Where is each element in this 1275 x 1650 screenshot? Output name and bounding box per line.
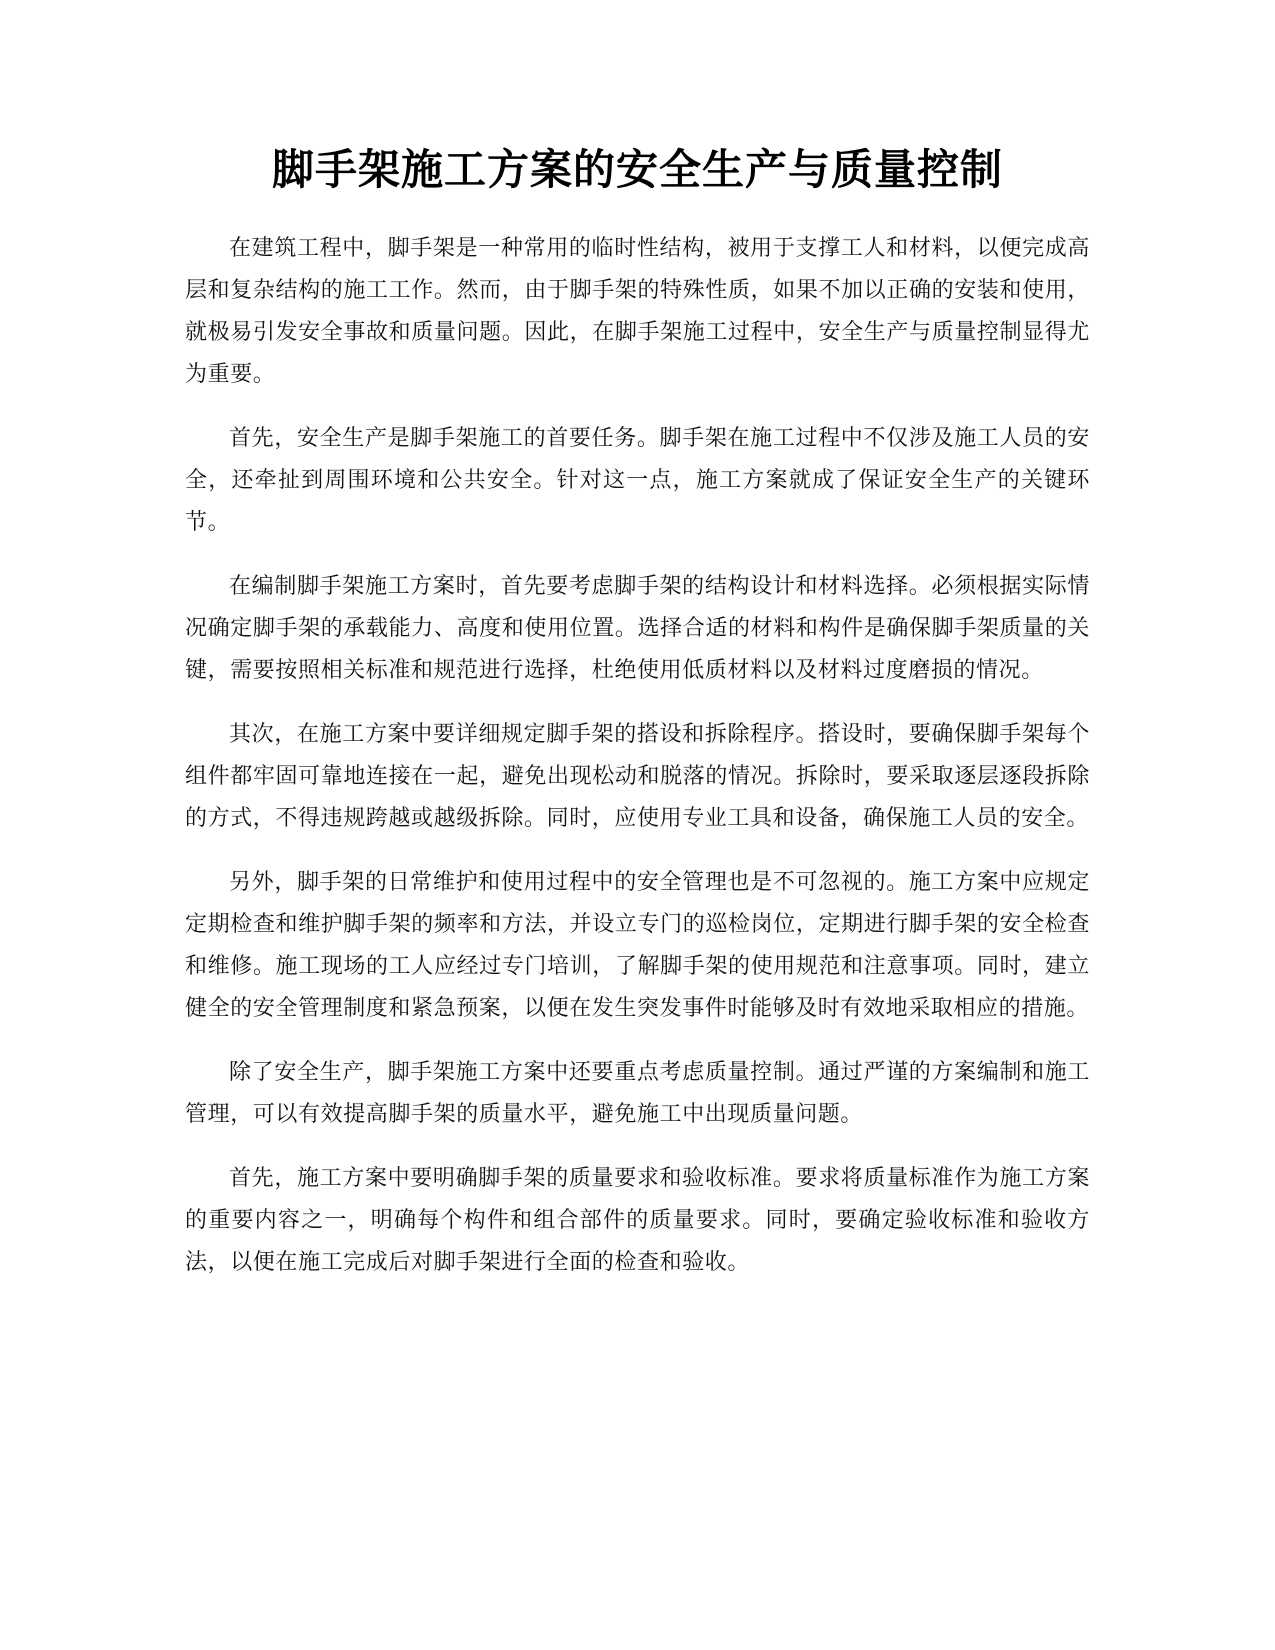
paragraph-3: 在编制脚手架施工方案时，首先要考虑脚手架的结构设计和材料选择。必须根据实际情况确定脚手架的承载能力、高度和使用位置。选择合适的材料和构件是确保脚手架质量的关键，需要按照相关标准和规范进行选择，杜绝使用低质材料以及材料过度磨损的情况。 xyxy=(185,574,1090,683)
paragraph-4: 其次，在施工方案中要详细规定脚手架的搭设和拆除程序。搭设时，要确保脚手架每个组件都牢固可靠地连接在一起，避免出现松动和脱落的情况。拆除时，要采取逐层逐段拆除的方式，不得违规跨越或越级拆除。同时，应使用专业工具和设备，确保施工人员的安全。 xyxy=(185,722,1090,831)
paragraph-5: 另外，脚手架的日常维护和使用过程中的安全管理也是不可忽视的。施工方案中应规定定期检查和维护脚手架的频率和方法，并设立专门的巡检岗位，定期进行脚手架的安全检查和维修。施工现场的工人应经过专门培训，了解脚手架的使用规范和注意事项。同时，建立健全的安全管理制度和紧急预案，以便在发生突发事件时能够及时有效地采取相应的措施。 xyxy=(185,870,1090,1021)
paragraph-2: 首先，安全生产是脚手架施工的首要任务。脚手架在施工过程中不仅涉及施工人员的安全，还牵扯到周围环境和公共安全。针对这一点，施工方案就成了保证安全生产的关键环节。 xyxy=(185,426,1090,535)
paragraph-1: 在建筑工程中，脚手架是一种常用的临时性结构，被用于支撑工人和材料，以便完成高层和复杂结构的施工工作。然而，由于脚手架的特殊性质，如果不加以正确的安装和使用，就极易引发安全事故和质量问题。因此，在脚手架施工过程中，安全生产与质量控制显得尤为重要。 xyxy=(185,236,1090,387)
document-body xyxy=(185,228,1090,1284)
document-title: 脚手架施工方案的安全生产与质量控制 xyxy=(271,145,1003,194)
paragraph-7: 首先，施工方案中要明确脚手架的质量要求和验收标准。要求将质量标准作为施工方案的重要内容之一，明确每个构件和组合部件的质量要求。同时，要确定验收标准和验收方法，以便在施工完成后对脚手架进行全面的检查和验收。 xyxy=(185,1166,1090,1275)
paragraph-6: 除了安全生产，脚手架施工方案中还要重点考虑质量控制。通过严谨的方案编制和施工管理，可以有效提高脚手架的质量水平，避免施工中出现质量问题。 xyxy=(185,1060,1090,1127)
